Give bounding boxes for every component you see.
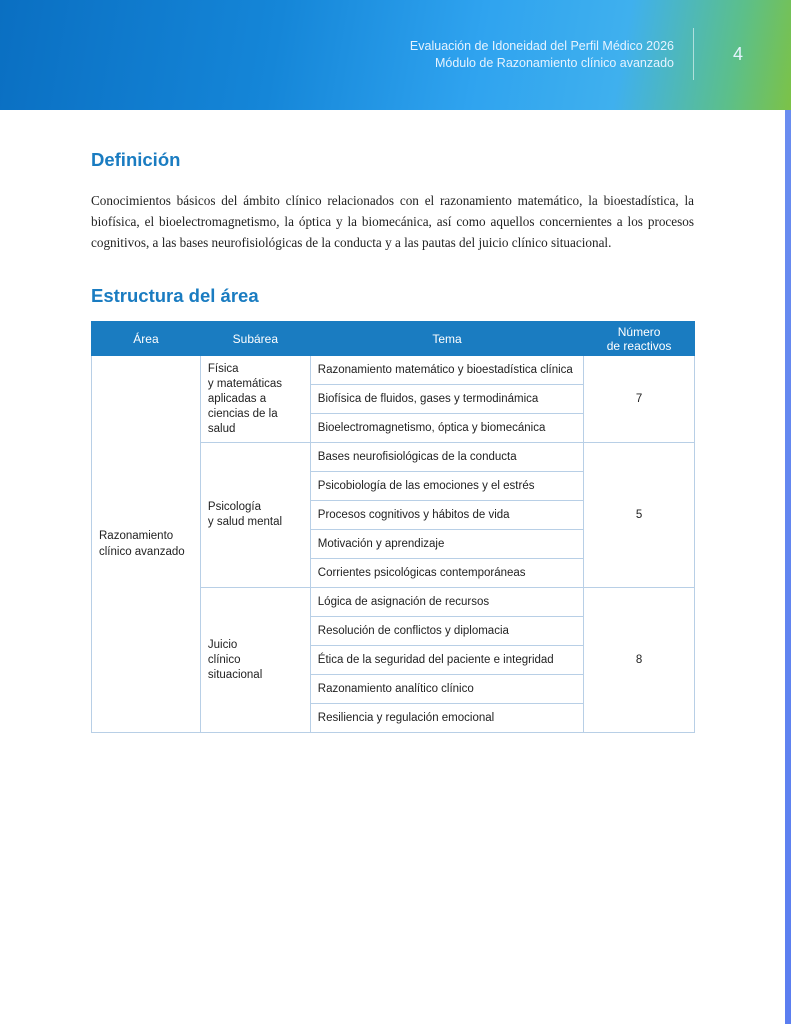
count-cell-1: 7	[584, 356, 695, 443]
area-cell	[92, 356, 201, 733]
tema-cell: Razonamiento analítico clínico	[310, 675, 583, 704]
definition-text: Conocimientos básicos del ámbito clínico relacionados con el razonamiento matemático, la bioestadística, la biofísica, el bioelectromagnetismo, la óptica y la biomecánica, así como aquellos concernientes a los procesos cognitivos, a las bases neurofisiológicas de la conducta y a las pautas del juicio clínico situacional.	[91, 193, 694, 250]
structure-table	[91, 321, 695, 733]
subarea-1-line: aplicadas a	[207, 392, 267, 405]
subarea-cell-1	[200, 356, 310, 443]
tema-cell: Lógica de asignación de recursos	[310, 588, 583, 617]
page-header	[0, 0, 791, 110]
header-num-line2: de reactivos	[606, 338, 672, 353]
tema-cell: Procesos cognitivos y hábitos de vida	[310, 501, 583, 530]
subarea-cell-2	[200, 443, 310, 588]
subarea-cell-3	[200, 588, 310, 733]
header-divider	[693, 28, 694, 80]
header-tema: Tema	[310, 322, 583, 356]
tema-cell: Ética de la seguridad del paciente e integridad	[310, 646, 583, 675]
subarea-3-line: clínico	[207, 653, 241, 666]
tema-cell: Resiliencia y regulación emocional	[310, 704, 583, 733]
tema-cell: Psicobiología de las emociones y el estrés	[310, 472, 583, 501]
area-line-1: Razonamiento	[99, 530, 174, 542]
subarea-1-line: Física	[207, 362, 239, 375]
side-accent-bar	[785, 110, 791, 1024]
tema-cell: Bioelectromagnetismo, óptica y biomecánica	[310, 414, 583, 443]
tema-cell: Biofísica de fluidos, gases y termodinámica	[310, 385, 583, 414]
table-header-row	[92, 322, 695, 356]
tema-cell: Motivación y aprendizaje	[310, 530, 583, 559]
count-cell-3: 8	[584, 588, 695, 733]
tema-cell: Corrientes psicológicas contemporáneas	[310, 559, 583, 588]
tema-cell: Bases neurofisiológicas de la conducta	[310, 443, 583, 472]
page-number: 4	[733, 44, 744, 64]
subarea-1-line: y matemáticas	[207, 377, 283, 390]
header-num-reactivos	[584, 322, 695, 356]
subarea-2-line: y salud mental	[207, 516, 283, 528]
area-line-2: clínico avanzado	[99, 546, 185, 558]
tema-cell: Resolución de conflictos y diplomacia	[310, 617, 583, 646]
subarea-3-line: situacional	[207, 668, 263, 681]
table-row	[92, 356, 695, 385]
subarea-1-line: salud	[207, 422, 236, 435]
header-title	[410, 38, 674, 72]
definition-heading: Definición	[91, 149, 181, 170]
header-line-1: Evaluación de Idoneidad del Perfil Médico 2026	[409, 39, 674, 53]
header-line-2: Módulo de Razonamiento clínico avanzado	[434, 56, 674, 70]
count-cell-2: 5	[584, 443, 695, 588]
header-num-line1: Número	[617, 324, 661, 339]
header-area: Área	[92, 322, 201, 356]
tema-cell: Razonamiento matemático y bioestadística clínica	[310, 356, 583, 385]
header-subarea: Subárea	[200, 322, 310, 356]
subarea-3-line: Juicio	[207, 638, 238, 651]
subarea-2-line: Psicología	[207, 501, 261, 513]
structure-heading: Estructura del área	[91, 285, 259, 306]
subarea-1-line: ciencias de la	[207, 407, 278, 420]
